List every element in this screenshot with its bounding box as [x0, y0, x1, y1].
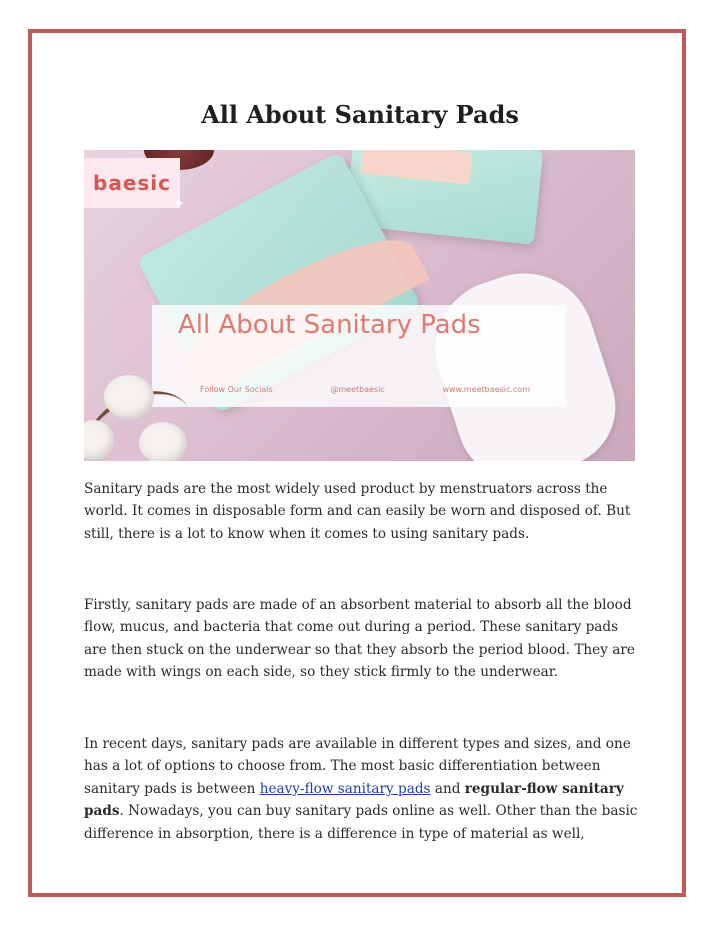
hero-banner: [152, 305, 566, 407]
website-text: www.meetbaesic.com: [442, 385, 530, 394]
cotton-flower-decoration: [104, 375, 154, 419]
paragraph-types-text-1: In recent days, sanitary pads are available in different types and sizes, and one has a lot of options to choose from. The most basic differentiation between sanitary pads is between: [84, 736, 631, 797]
heavy-flow-pads-link[interactable]: heavy-flow sanitary pads: [259, 780, 431, 797]
follow-socials-text: Follow Our Socials: [200, 385, 273, 394]
cotton-flower-decoration: [139, 422, 187, 461]
paragraph-materials: Firstly, sanitary pads are made of an absorbent material to absorb all the blood flow, mucus, and bacteria that come out during a period. These sanitary pads are then stuck on the underwear so that they absorb the period blood. They are made with wings on each side, so they stick firmly to the underwear.: [84, 597, 635, 681]
paragraph-types-text-2: and: [430, 780, 465, 797]
regular-flow-pads-bold: regular-flow sanitary pads: [84, 780, 624, 820]
paragraph-types: [84, 733, 644, 845]
social-handle: @meetbaesic: [330, 385, 385, 394]
paragraph-types-text-3: . Nowadays, you can buy sanitary pads online as well. Other than the basic difference in absorption, there is a difference in type of material as well,: [84, 803, 638, 842]
paragraph-intro: Sanitary pads are the most widely used product by menstruators across the world. It comes in disposable form and can easily be worn and disposed of. But still, there is a lot to know when it comes to using sanitary pads.: [84, 481, 631, 542]
hero-image: [84, 150, 635, 461]
sparkle-icon: ✦: [172, 194, 186, 213]
banner-title: All About Sanitary Pads: [178, 310, 481, 340]
brand-logo: baesic: [84, 158, 180, 208]
banner-footer: [200, 385, 530, 394]
page-title: All About Sanitary Pads: [201, 100, 519, 129]
